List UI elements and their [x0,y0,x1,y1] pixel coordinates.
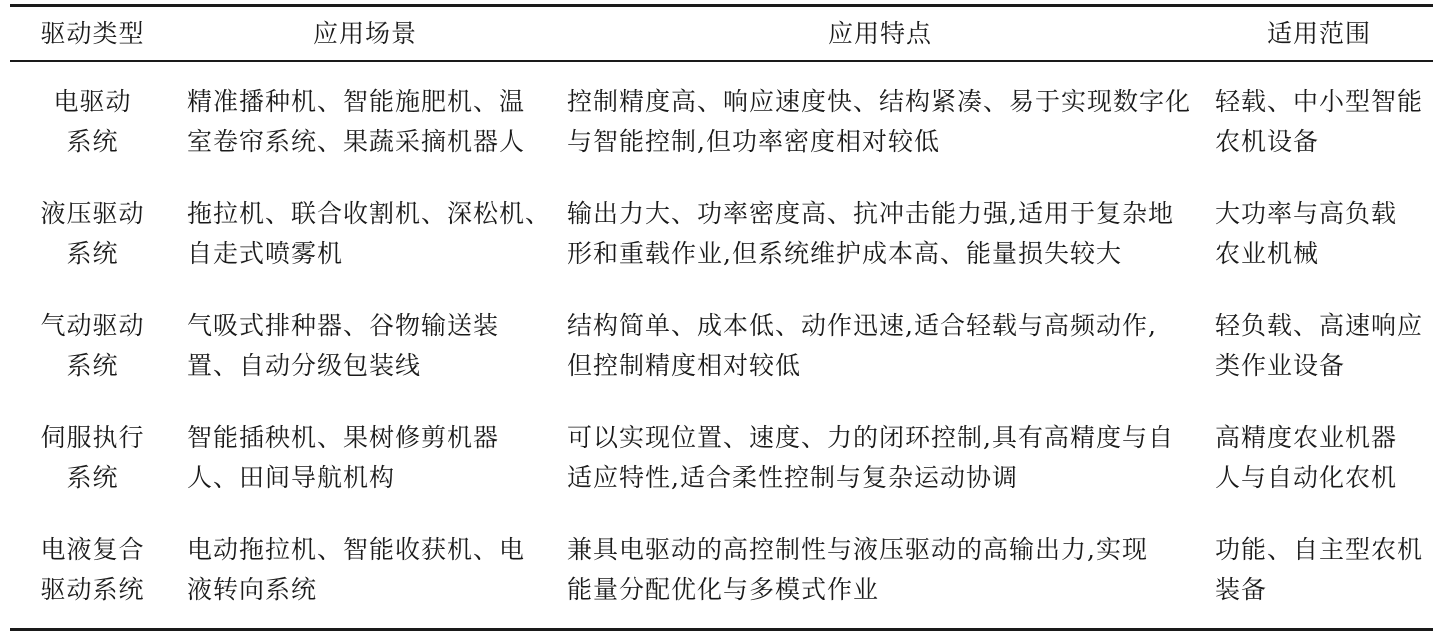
cell-scenario [175,530,555,610]
cell-features [555,82,1205,162]
cell-line: 高精度农业机器 [1215,422,1398,452]
table-body [10,62,1433,628]
cell-line: 电液复合 [40,534,145,564]
cell-line: 能量分配优化与多模式作业 [567,574,880,604]
cell-features [555,306,1205,386]
header-features: 应用特点 [827,18,932,48]
cell-drive-type [10,306,175,386]
cell-line: 输出力大、功率密度高、抗冲击能力强,适用于复杂地 [567,198,1174,228]
cell-line: 系统 [66,462,119,492]
header-scenario: 应用场景 [312,18,417,48]
table-row [10,68,1433,180]
cell-scope [1205,306,1433,386]
cell-line: 系统 [66,126,119,156]
cell-line: 智能插秧机、果树修剪机器 [187,422,500,452]
cell-line: 类作业设备 [1215,350,1346,380]
header-drive-type: 驱动类型 [40,18,145,48]
cell-line: 系统 [66,238,119,268]
table-row [10,180,1433,292]
cell-line: 室卷帘系统、果蔬采摘机器人 [187,126,526,156]
cell-scope [1205,194,1433,274]
cell-line: 形和重载作业,但系统维护成本高、能量损失较大 [567,238,1122,268]
cell-scenario [175,82,555,162]
cell-line: 拖拉机、联合收割机、深松机、 [187,198,552,228]
drive-type-table [10,4,1433,631]
cell-scenario [175,306,555,386]
header-scope: 适用范围 [1266,18,1371,48]
cell-scenario [175,418,555,498]
cell-line: 兼具电驱动的高控制性与液压驱动的高输出力,实现 [567,534,1148,564]
cell-line: 但控制精度相对较低 [567,350,802,380]
cell-scope [1205,418,1433,498]
table-header-row [10,7,1433,60]
cell-line: 气动驱动 [40,310,145,340]
cell-line: 可以实现位置、速度、力的闭环控制,具有高精度与自 [567,422,1174,452]
table-row [10,516,1433,628]
cell-drive-type [10,82,175,162]
cell-line: 人与自动化农机 [1215,462,1398,492]
cell-scope [1205,82,1433,162]
cell-line: 伺服执行 [40,422,145,452]
cell-line: 气吸式排种器、谷物输送装 [187,310,500,340]
table-bottom-rule [10,628,1433,631]
cell-features [555,194,1205,274]
cell-features [555,418,1205,498]
cell-line: 适应特性,适合柔性控制与复杂运动协调 [567,462,1018,492]
cell-line: 电动拖拉机、智能收获机、电 [187,534,526,564]
cell-line: 置、自动分级包装线 [187,350,422,380]
cell-line: 人、田间导航机构 [187,462,396,492]
cell-line: 轻载、中小型智能 [1215,86,1424,116]
cell-line: 大功率与高负载 [1215,198,1398,228]
cell-line: 液压驱动 [40,198,145,228]
cell-features [555,530,1205,610]
cell-line: 与智能控制,但功率密度相对较低 [567,126,940,156]
cell-line: 装备 [1215,574,1268,604]
cell-drive-type [10,194,175,274]
cell-scope [1205,530,1433,610]
cell-line: 控制精度高、响应速度快、结构紧凑、易于实现数字化 [567,86,1192,116]
cell-line: 结构简单、成本低、动作迅速,适合轻载与高频动作, [567,310,1157,340]
cell-scenario [175,194,555,274]
cell-line: 驱动系统 [40,574,145,604]
table-row [10,292,1433,404]
cell-drive-type [10,418,175,498]
cell-line: 轻负载、高速响应 [1215,310,1424,340]
cell-line: 功能、自主型农机 [1215,534,1424,564]
cell-line: 精准播种机、智能施肥机、温 [187,86,526,116]
cell-line: 农机设备 [1215,126,1320,156]
cell-line: 液转向系统 [187,574,318,604]
cell-line: 电驱动 [53,86,132,116]
cell-line: 自走式喷雾机 [187,238,344,268]
cell-line: 系统 [66,350,119,380]
cell-drive-type [10,530,175,610]
cell-line: 农业机械 [1215,238,1320,268]
table-row [10,404,1433,516]
